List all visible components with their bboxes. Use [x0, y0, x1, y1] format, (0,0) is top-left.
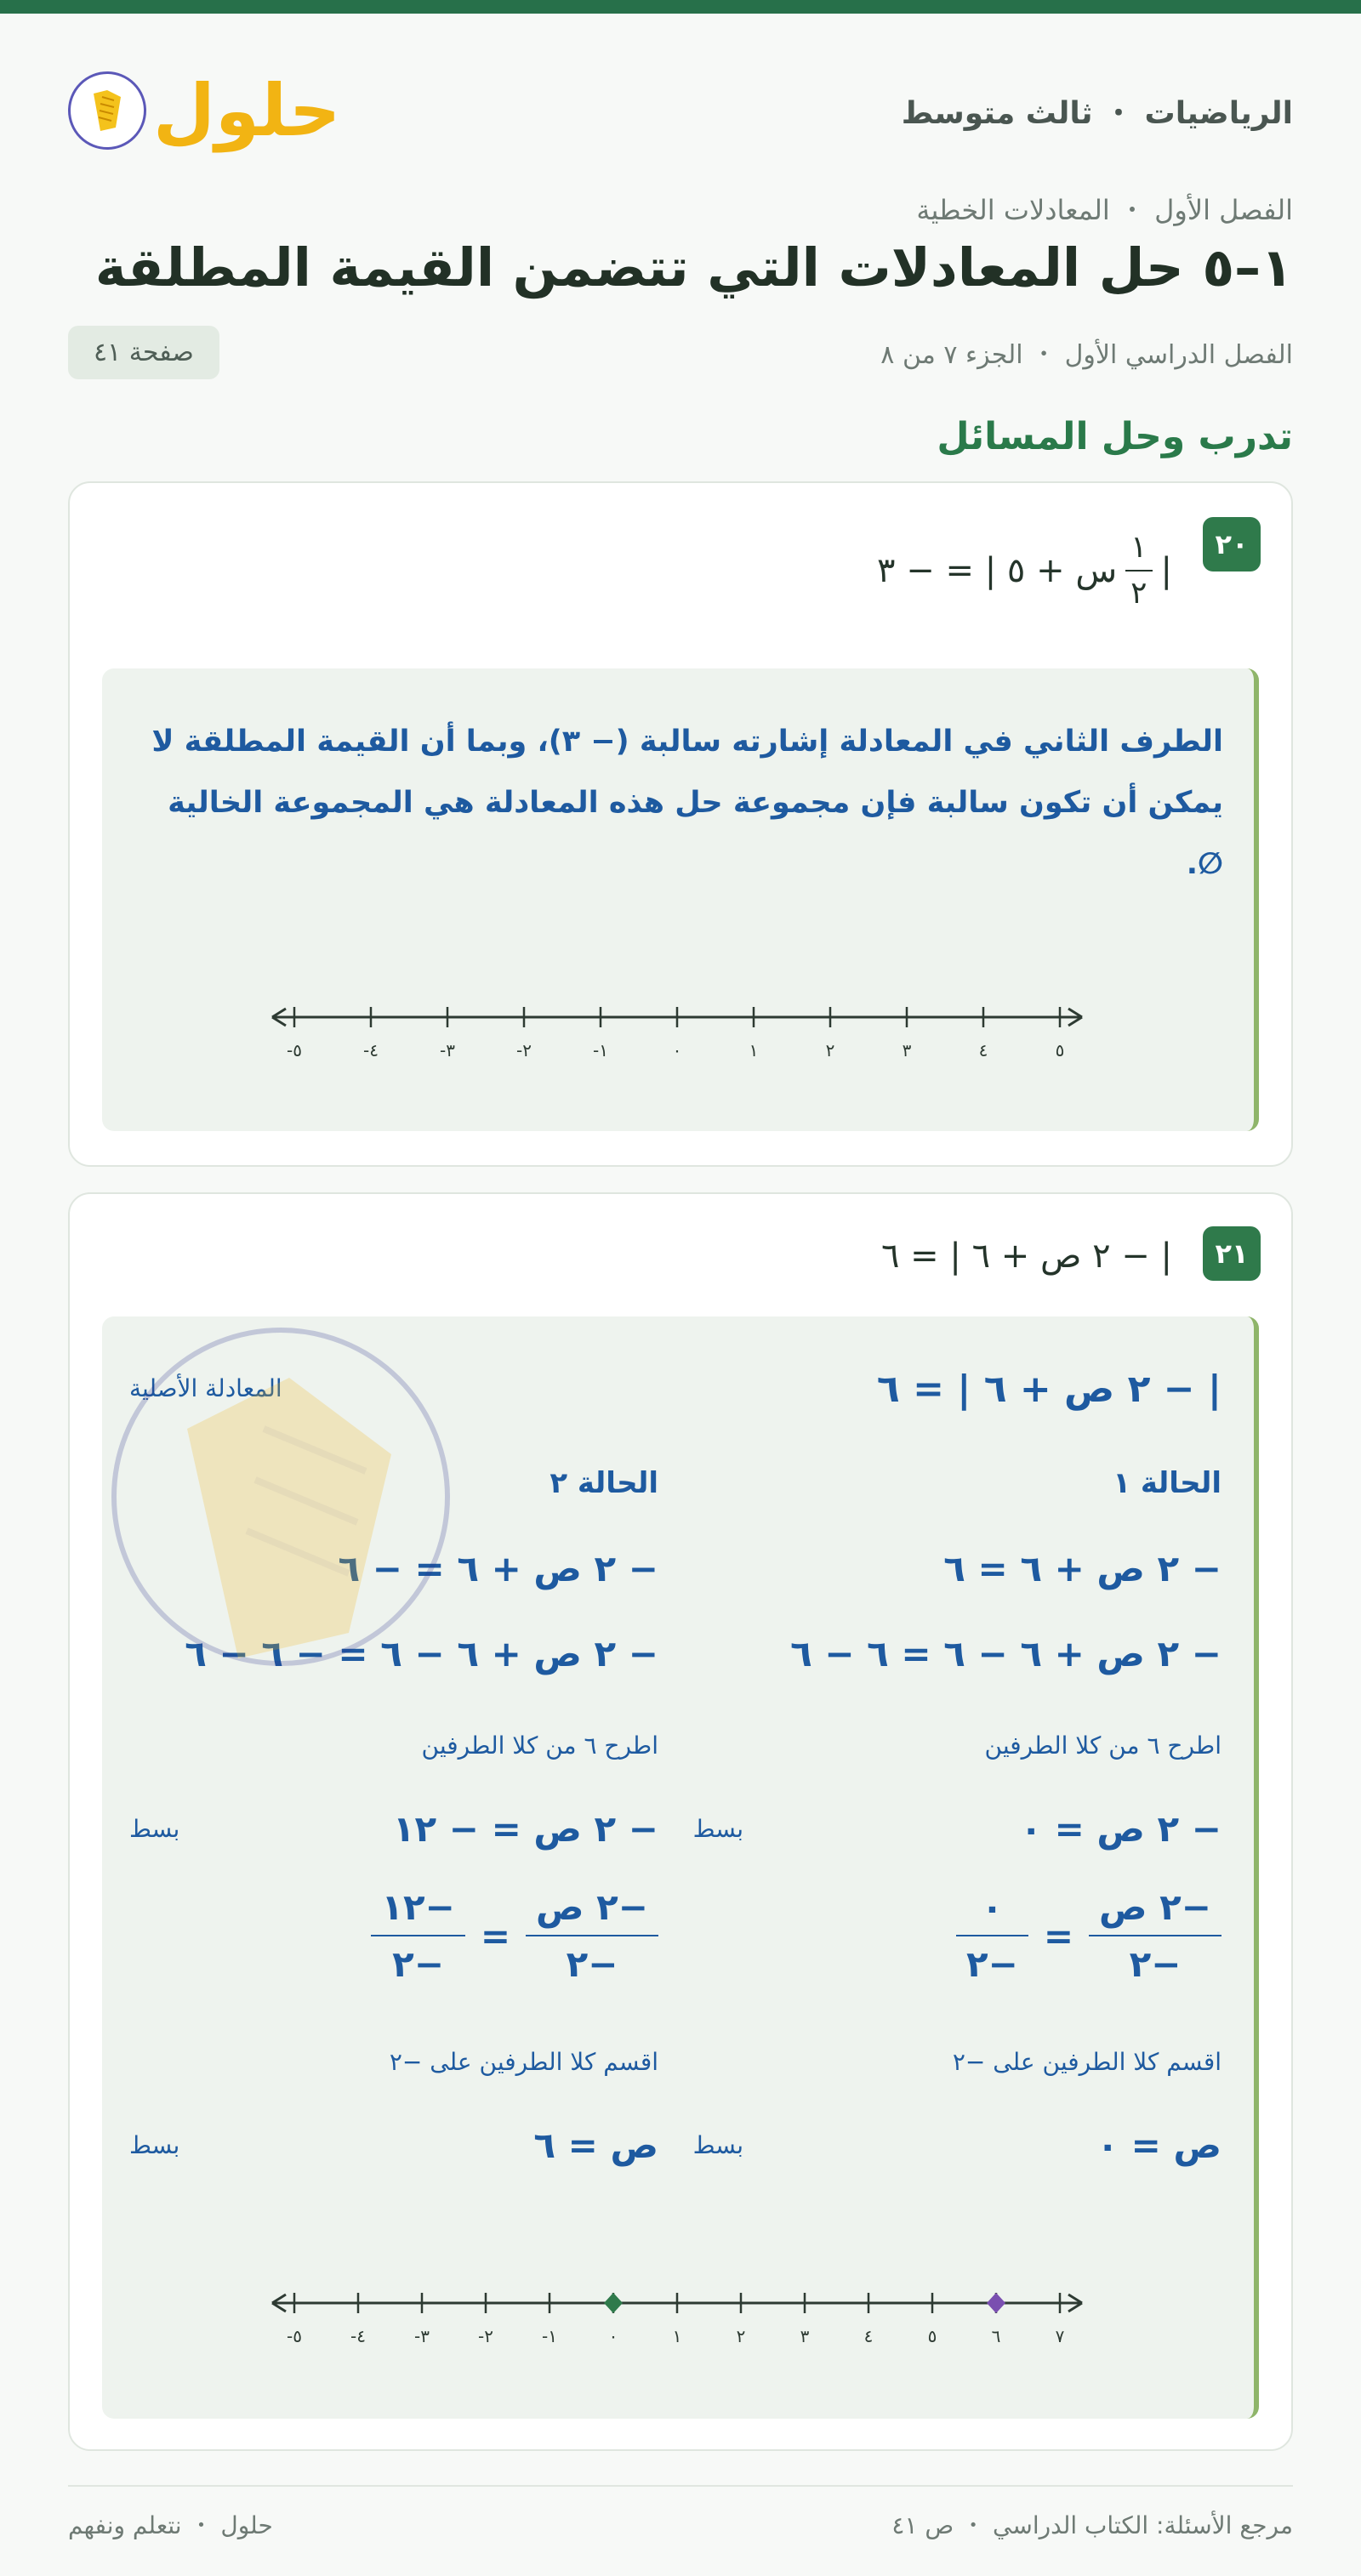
number-line-svg	[269, 992, 1085, 1060]
case-2-note-divide: اقسم كلا الطرفين على −٢	[389, 2048, 658, 2076]
page-header	[68, 51, 1293, 170]
fraction-denominator: −٢	[1129, 1943, 1182, 1985]
equals-sign: =	[480, 1914, 511, 1957]
equals-sign: =	[1043, 1914, 1074, 1957]
fraction-bar	[1089, 1935, 1221, 1936]
subject-title: الرياضيات ・ ثالث متوسط	[901, 95, 1293, 131]
footer-reference: مرجع الأسئلة: الكتاب الدراسي ・ ص ٤١	[891, 2511, 1293, 2539]
number-line-tick-label: ٣	[902, 1040, 912, 1060]
number-line-tick-label: -٢	[478, 2326, 493, 2346]
case-1-simplify-2: بسط	[692, 2131, 743, 2159]
answer-box	[102, 668, 1259, 1131]
number-line-tick-label: -٢	[516, 1040, 532, 1060]
lesson-meta	[68, 321, 1293, 383]
question-equation	[877, 531, 1172, 610]
fraction-denominator: −٢	[965, 1943, 1018, 1985]
logo-wordmark: حلول	[153, 69, 341, 152]
fraction-bar	[1125, 570, 1152, 571]
semester-label: الفصل الدراسي الأول ・ الجزء ٧ من ٨	[880, 340, 1293, 370]
number-line-tick-label: ١	[672, 2326, 682, 2346]
answer-box	[102, 1316, 1259, 2419]
fraction	[526, 1886, 658, 1985]
fraction-numerator: ١	[1130, 530, 1147, 565]
question-equation: | − ٢ ص + ٦ | = ٦	[880, 1237, 1172, 1276]
number-line-tick-label: -٣	[414, 2326, 430, 2346]
page-badge: صفحة ٤١	[68, 326, 219, 379]
fraction-denominator: ٢	[1130, 575, 1147, 611]
fraction-denominator: −٢	[566, 1943, 618, 1985]
case-2-label: الحالة ٢	[550, 1466, 658, 1500]
number-line-tick-label: ٥	[1055, 1040, 1065, 1060]
answer-text: الطرف الثاني في المعادلة إشارته سالبة (− ٣)، وبما أن القيمة المطلقة لا يمكن أن تكون سالبة فإن مجموعة حل هذه المعادلة هي المجموعة الخالية ∅.	[151, 725, 1223, 881]
case-2-simplify-2: بسط	[129, 2131, 180, 2159]
case-1-result: ص = ٠	[1096, 2124, 1221, 2166]
number-line-tick-label: ٤	[863, 2326, 874, 2346]
equation-rest: س + ٥ | = − ٣	[877, 550, 1118, 590]
case-2-note-subtract: اطرح ٦ من كلا الطرفين	[421, 1732, 658, 1760]
number-line-tick-label: ٢	[825, 1040, 835, 1060]
case-2-division	[371, 1886, 658, 1985]
number-line-tick-label: -٤	[363, 1040, 379, 1060]
number-line-tick-label: -١	[542, 2326, 557, 2346]
case-2-result: ص = ٦	[533, 2124, 658, 2166]
case-1-eq1: − ٢ ص + ٦ = ٦	[943, 1548, 1221, 1589]
number-line-tick-label: ٢	[736, 2326, 746, 2346]
number-line	[269, 992, 1085, 1060]
number-line-tick-label: ٦	[991, 2326, 1001, 2346]
case-1-eq3: − ٢ ص = ٠	[1020, 1808, 1221, 1850]
lesson-title: ١–٥ حل المعادلات التي تتضمن القيمة المطلقة	[94, 236, 1293, 299]
solution-point	[604, 2293, 623, 2313]
original-equation: | − ٢ ص + ٦ | = ٦	[876, 1368, 1221, 1411]
case-2-eq1: − ٢ ص + ٦ = − ٦	[338, 1548, 658, 1589]
case-1-note-divide: اقسم كلا الطرفين على −٢	[952, 2048, 1221, 2076]
original-note: المعادلة الأصلية	[129, 1374, 282, 1402]
case-1-simplify: بسط	[692, 1815, 743, 1843]
fraction-numerator: −٢ ص	[536, 1886, 648, 1928]
case-1-division	[956, 1886, 1221, 1985]
question-number-badge: ٢٠	[1203, 517, 1261, 571]
number-line-svg	[269, 2277, 1085, 2346]
case-2-eq2: − ٢ ص + ٦ − ٦ = − ٦ − ٦	[185, 1633, 658, 1675]
fraction-denominator: −٢	[392, 1943, 445, 1985]
case-2-simplify: بسط	[129, 1815, 180, 1843]
question-card-20	[68, 481, 1293, 1167]
half-fraction	[1125, 531, 1152, 610]
section-heading: تدرب وحل المسائل	[937, 415, 1293, 458]
fraction	[371, 1886, 464, 1985]
abs-bar: |	[1160, 550, 1172, 590]
fraction-bar	[371, 1935, 464, 1936]
number-line-tick-label: -٣	[440, 1040, 455, 1060]
chapter-breadcrumb: الفصل الأول ・ المعادلات الخطية	[916, 194, 1293, 226]
number-line-tick-label: ٠	[672, 1040, 682, 1060]
number-line-tick-label: -٥	[287, 2326, 302, 2346]
case-2-eq3: − ٢ ص = − ١٢	[392, 1808, 658, 1850]
number-line-tick-label: -٤	[350, 2326, 366, 2346]
case-1-eq2: − ٢ ص + ٦ − ٦ = ٦ − ٦	[790, 1633, 1221, 1675]
fraction-numerator: ٠	[981, 1886, 1004, 1928]
fraction-numerator: −٢ ص	[1099, 1886, 1211, 1928]
book-icon	[68, 71, 146, 150]
fraction-numerator: −١٢	[381, 1886, 455, 1928]
page-footer	[68, 2507, 1293, 2541]
brand-logo[interactable]	[68, 71, 340, 150]
number-line-tick-label: -٥	[287, 1040, 302, 1060]
top-accent-bar	[0, 0, 1361, 14]
number-line	[269, 2277, 1085, 2346]
number-line-tick-label: ٧	[1055, 2326, 1065, 2346]
number-line-tick-label: ٥	[927, 2326, 937, 2346]
number-line-tick-label: ٣	[800, 2326, 810, 2346]
footer-divider	[68, 2485, 1293, 2487]
fraction	[956, 1886, 1028, 1985]
number-line-tick-label: ١	[749, 1040, 759, 1060]
case-1-note-subtract: اطرح ٦ من كلا الطرفين	[984, 1732, 1221, 1760]
fraction-bar	[526, 1935, 658, 1936]
number-line-tick-label: -١	[593, 1040, 608, 1060]
case-1-label: الحالة ١	[1113, 1466, 1221, 1500]
fraction	[1089, 1886, 1221, 1985]
fraction-bar	[956, 1935, 1028, 1936]
footer-brand: حلول ・ نتعلم ونفهم	[68, 2511, 273, 2539]
solution-point	[987, 2293, 1005, 2313]
question-card-21	[68, 1192, 1293, 2451]
number-line-tick-label: ٠	[608, 2326, 618, 2346]
question-number-badge: ٢١	[1203, 1226, 1261, 1281]
number-line-tick-label: ٤	[978, 1040, 988, 1060]
